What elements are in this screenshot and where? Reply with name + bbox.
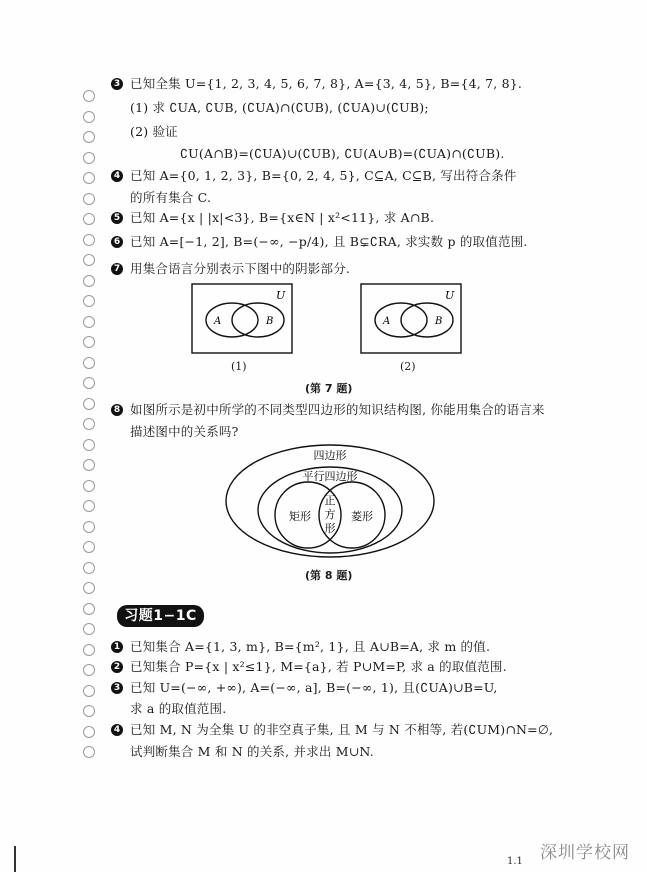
problem-8-line-1: 如图所示是初中所学的不同类型四边形的知识结构图, 你能用集合的语言来	[130, 402, 545, 417]
binding-hole	[83, 336, 95, 348]
label-square-1: 正	[324, 494, 336, 507]
binding-hole	[83, 685, 95, 697]
problem-c-number-4: 4	[111, 724, 123, 736]
problem-6-line-1: 已知 A=[−1, 2], B=(−∞, −p/4), 且 B⊊∁RA, 求实数 p 的取值范围.	[130, 234, 528, 249]
venn2-a-label: A	[383, 316, 391, 327]
binding-hole	[83, 193, 95, 205]
problem-number-5: 5	[111, 212, 123, 224]
binding-hole	[83, 459, 95, 471]
binding-hole	[83, 439, 95, 451]
problem-number-3: 3	[111, 78, 123, 90]
problem-3-line-4: ∁U(A∩B)=(∁UA)∪(∁UB), ∁U(A∪B)=(∁UA)∩(∁UB).	[180, 146, 505, 161]
venn2-b-label: B	[435, 316, 443, 327]
binding-hole	[83, 172, 95, 184]
problem-c4-line-1: 已知 M, N 为全集 U 的非空真子集, 且 M 与 N 不相等, 若(∁UM)∩N=∅,	[130, 722, 554, 737]
binding-hole	[83, 500, 95, 512]
problem-3-line-2: (1) 求 ∁UA, ∁UB, (∁UA)∩(∁UB), (∁UA)∪(∁UB);	[130, 100, 429, 115]
venn2-u-label: U	[445, 289, 455, 302]
binding-hole	[83, 131, 95, 143]
page-number: 1.1	[507, 856, 523, 867]
label-square-3: 形	[324, 522, 336, 535]
problem-c1-line-1: 已知集合 A={1, 3, m}, B={m², 1}, 且 A∪B=A, 求 m 的值.	[130, 639, 491, 654]
venn1-u-label: U	[276, 289, 286, 302]
binding-hole	[83, 234, 95, 246]
problem-4-line-1: 已知 A={0, 1, 2, 3}, B={0, 2, 4, 5}, C⊆A, C⊆B, 写出符合条件	[130, 168, 517, 183]
binding-hole	[83, 357, 95, 369]
binding-hole	[83, 603, 95, 615]
problem-number-7: 7	[111, 263, 123, 275]
binding-hole	[83, 562, 95, 574]
problem-3-line-1: 已知全集 U={1, 2, 3, 4, 5, 6, 7, 8}, A={3, 4, 5}, B={4, 7, 8}.	[130, 76, 523, 91]
problem-c2-line-1: 已知集合 P={x | x²≤1}, M={a}, 若 P∪M=P, 求 a 的取值范围.	[130, 659, 507, 674]
quadrilateral-diagram	[222, 440, 437, 560]
binding-hole	[83, 541, 95, 553]
binding-hole	[83, 254, 95, 266]
venn-diagram-2	[360, 283, 463, 355]
problem-3-line-3: (2) 验证	[130, 124, 178, 139]
binding-hole	[83, 316, 95, 328]
label-square-2: 方	[324, 508, 336, 521]
problem-c-number-3: 3	[111, 682, 123, 694]
venn-1-caption: (1)	[231, 360, 247, 373]
binding-hole	[83, 398, 95, 410]
binding-hole	[83, 275, 95, 287]
binding-hole	[83, 746, 95, 758]
binding-hole	[83, 705, 95, 717]
problem-c3-line-1: 已知 U=(−∞, +∞), A=(−∞, a], B=(−∞, 1), 且(∁UA)∪B=U,	[130, 680, 498, 695]
problem-4-line-2: 的所有集合 C.	[130, 190, 212, 205]
figure-8-caption: (第 8 题)	[305, 569, 353, 582]
watermark: 深圳学校网	[540, 843, 630, 863]
binding-hole	[83, 90, 95, 102]
problem-c4-line-2: 试判断集合 M 和 N 的关系, 并求出 M∪N.	[130, 744, 374, 759]
figure-7-caption: (第 7 题)	[305, 382, 353, 395]
exercise-heading: 习题1−1C	[117, 605, 204, 627]
venn1-a-label: A	[214, 316, 222, 327]
binding-hole	[83, 152, 95, 164]
label-parallelogram: 平行四边形	[302, 470, 358, 483]
binding-hole	[83, 295, 95, 307]
problem-8-line-2: 描述图中的关系吗?	[130, 424, 239, 439]
binding-hole	[83, 644, 95, 656]
venn-diagram-1	[191, 283, 294, 355]
problem-number-4: 4	[111, 170, 123, 182]
venn-2-caption: (2)	[400, 360, 416, 373]
problem-5-line-1: 已知 A={x | |x|<3}, B={x∈N | x²<11}, 求 A∩B.	[130, 210, 435, 225]
problem-number-8: 8	[111, 404, 123, 416]
label-rectangle: 矩形	[289, 510, 311, 523]
binding-hole	[83, 480, 95, 492]
margin-mark	[14, 846, 16, 872]
problem-number-6: 6	[111, 236, 123, 248]
binding-hole	[83, 111, 95, 123]
label-quadrilateral: 四边形	[313, 449, 347, 462]
binding-hole	[83, 582, 95, 594]
binding-hole	[83, 418, 95, 430]
binding-hole	[83, 623, 95, 635]
venn1-b-label: B	[266, 316, 274, 327]
problem-7-line-1: 用集合语言分别表示下图中的阴影部分.	[130, 261, 351, 276]
binding-hole	[83, 377, 95, 389]
binding-hole	[83, 213, 95, 225]
binding-hole	[83, 726, 95, 738]
problem-c3-line-2: 求 a 的取值范围.	[130, 701, 227, 716]
problem-c-number-1: 1	[111, 641, 123, 653]
binding-hole	[83, 521, 95, 533]
binding-hole	[83, 664, 95, 676]
problem-c-number-2: 2	[111, 661, 123, 673]
label-rhombus: 菱形	[351, 510, 373, 523]
